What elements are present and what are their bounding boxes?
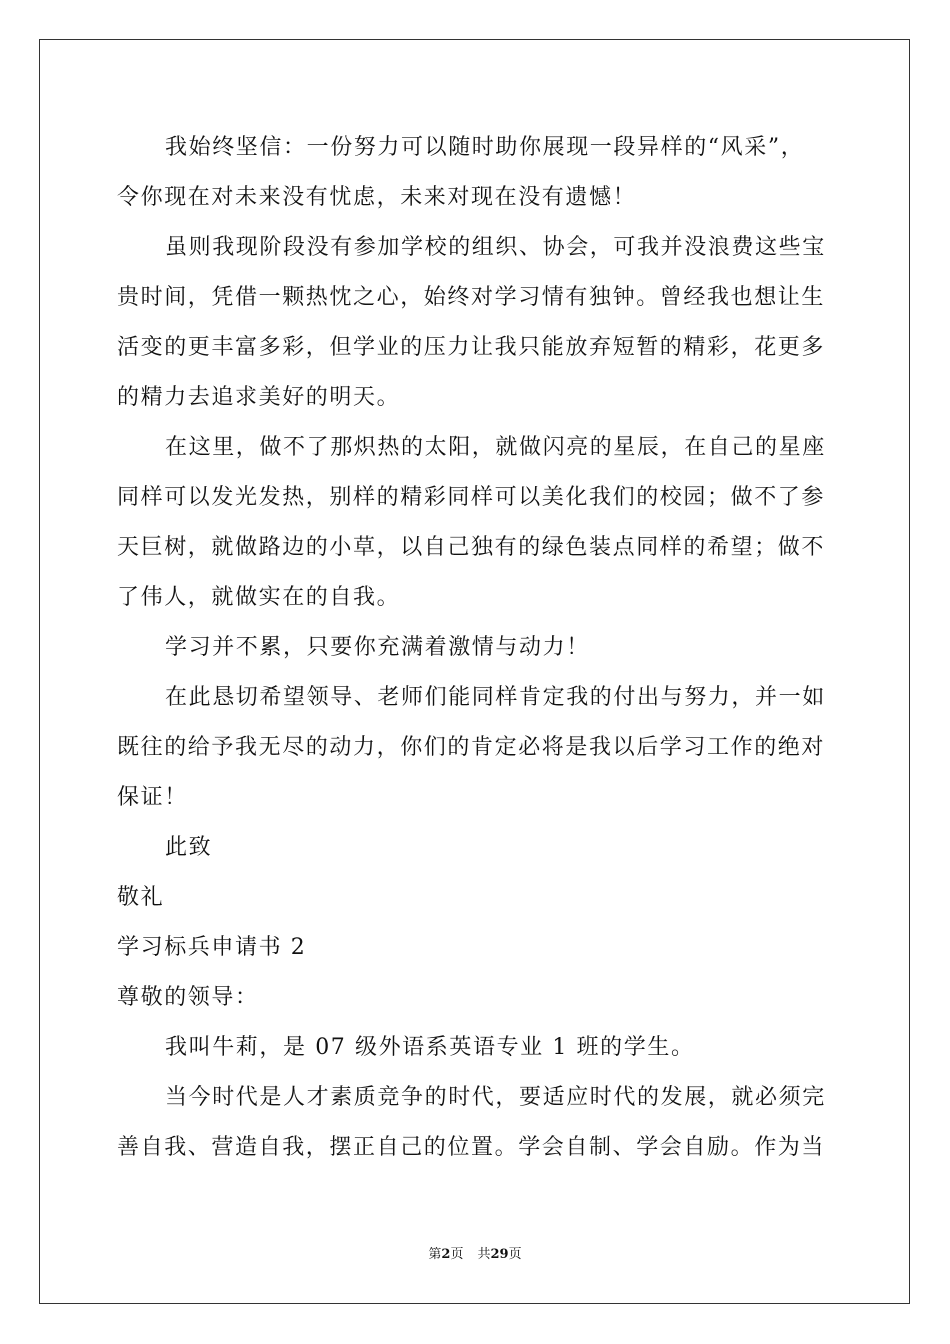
- text-line: 天巨树，就做路边的小草，以自己独有的绿色装点同样的希望；做不: [117, 535, 826, 560]
- page-prefix: 第: [428, 1247, 442, 1262]
- text-line: 同样可以发光发热，别样的精彩同样可以美化我们的校园；做不了参: [117, 485, 826, 510]
- text-line: 我叫牛莉，是 07 级外语系英语专业 1 班的学生。: [165, 1035, 695, 1060]
- section-title: 学习标兵申请书 2: [117, 935, 307, 960]
- salutation: 尊敬的领导：: [117, 985, 259, 1010]
- page-number: 2: [441, 1247, 451, 1262]
- text-line: 敬礼: [117, 885, 165, 910]
- text-line: 的精力去追求美好的明天。: [117, 385, 401, 410]
- text-line: 此致: [165, 835, 213, 860]
- text-line: 令你现在对未来没有忧虑，未来对现在没有遗憾！: [117, 185, 637, 210]
- text-line: 善自我、营造自我，摆正自己的位置。学会自制、学会自励。作为当: [117, 1135, 826, 1160]
- text-line: 在这里，做不了那炽热的太阳，就做闪亮的星辰，在自己的星座: [165, 435, 826, 460]
- total-pages: 29: [490, 1247, 509, 1262]
- text-line: 贵时间，凭借一颗热忱之心，始终对学习情有独钟。曾经我也想让生: [117, 285, 826, 310]
- page-suffix: 页: [450, 1247, 464, 1262]
- page-footer: [0, 1247, 950, 1263]
- total-suffix: 页: [508, 1247, 522, 1262]
- total-prefix: 共: [477, 1247, 491, 1262]
- text-line: 保证！: [117, 785, 188, 810]
- text-line: 了伟人，就做实在的自我。: [117, 585, 401, 610]
- text-line: 在此恳切希望领导、老师们能同样肯定我的付出与努力，并一如: [165, 685, 826, 710]
- text-line: 当今时代是人才素质竞争的时代，要适应时代的发展，就必须完: [165, 1085, 826, 1110]
- page-frame: [39, 39, 910, 1304]
- text-line: 学习并不累，只要你充满着激情与动力！: [165, 635, 590, 660]
- text-line: 虽则我现阶段没有参加学校的组织、协会，可我并没浪费这些宝: [165, 235, 826, 260]
- text-line: 活变的更丰富多彩，但学业的压力让我只能放弃短暂的精彩，花更多: [117, 335, 826, 360]
- text-line: 我始终坚信：一份努力可以随时助你展现一段异样的“风采”，: [165, 135, 805, 160]
- text-line: 既往的给予我无尽的动力，你们的肯定必将是我以后学习工作的绝对: [117, 735, 826, 760]
